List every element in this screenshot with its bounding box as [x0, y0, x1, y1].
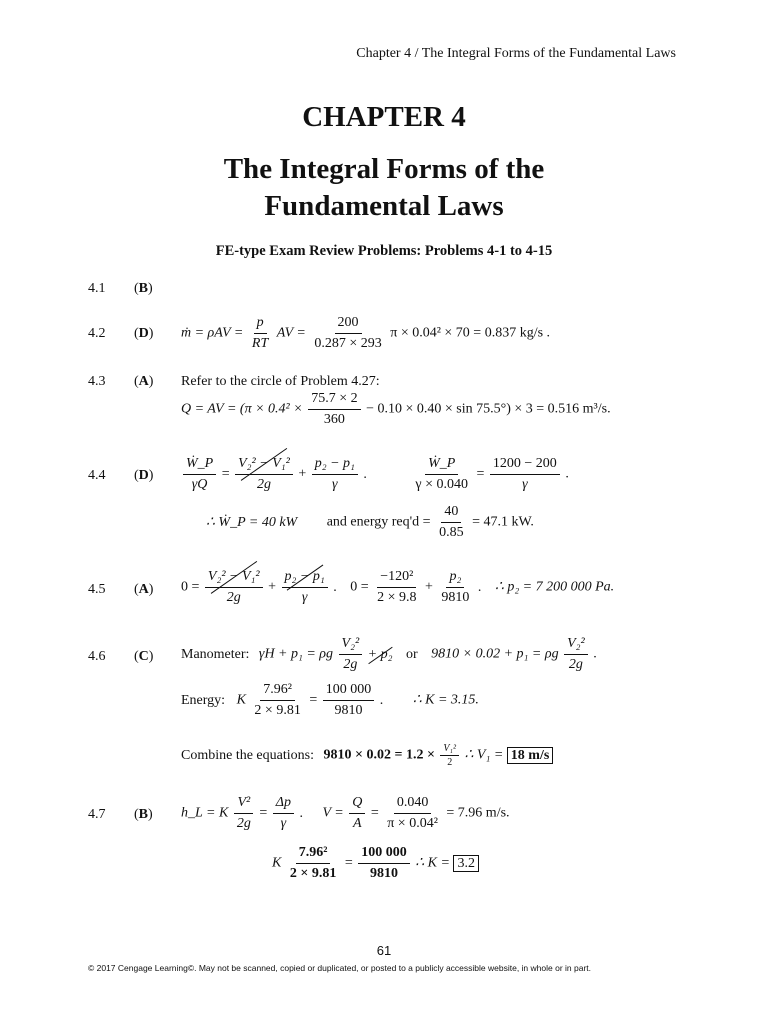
- head-loss-equation: h_L = K $\frac{\text{V²}}{2g}$ = $\frac{\Delta p}{\gamma}$ . V = $\frac{Q}{A}$ = $\frac{0.040}{\text{π × 0.04²}}$ = 7.96 m/s.: [181, 795, 510, 831]
- flow-rate-equation: Q = AV = (π × 0.4² × $\frac{75.7 \times 2}{360}$ − 0.10 × 0.40 × sin 75.5°) × 3 = 0.516 m³/s.: [181, 391, 611, 427]
- problem-number: 4.7: [88, 807, 106, 822]
- problem-number: 4.3: [88, 374, 106, 389]
- problem-answer: (B): [134, 807, 153, 822]
- k-coefficient-equation: K $\frac{\text{7.96²}}{2 \times 9.81}$ = $\frac{100 000}{9810}$ ∴ K = 3.2: [272, 844, 479, 883]
- pump-power-result: ∴ Ẇ_P = 40 kW and energy req'd = $\frac{40}{0.85}$ = 47.1 kW.: [206, 504, 534, 540]
- problem-answer: (B): [134, 281, 153, 296]
- page-number: 61: [376, 943, 392, 958]
- chapter-title: [0, 151, 768, 225]
- k-answer-box: 3.2: [453, 855, 479, 872]
- chapter-title-line-1: The Integral Forms of the: [223, 153, 545, 185]
- problem-note: Refer to the circle of Problem 4.27:: [181, 374, 380, 389]
- mass-flow-equation: ṁ = ρAV = $\frac{p}{RT}$ AV = $\frac{200}{0.287 \times 293}$ π × 0.04² × 70 = 0.837 kg/s .: [181, 315, 551, 351]
- combined-equation: Combine the equations: 9810 × 0.02 = 1.2 × $\frac{\text{V₁²}}{2}$ ∴ V₁ = 18 m/s: [181, 743, 553, 768]
- problem-answer: (D): [134, 326, 154, 341]
- problem-answer: (A): [134, 374, 154, 389]
- problem-answer: (A): [134, 582, 154, 597]
- copyright-notice: © 2017 Cengage Learning©. May not be scanned, copied or duplicated, or posted to a publicly accessible website, in whole or in part.: [88, 963, 591, 973]
- section-heading: FE-type Exam Review Problems: Problems 4-1 to 4-15: [215, 243, 553, 259]
- bernoulli-equation: 0 = $\frac{\text{V₂² − V₁²}}{2g}$ + $\frac{\text{p₂ − p₁}}{\gamma}$ . 0 = $\frac{\text{−120²}}{2 \times 9.8}$ + $\frac{\text{p₂}}{9810}$ . ∴ p₂ = 7 200 000 Pa.: [181, 569, 615, 605]
- problem-answer: (C): [134, 649, 154, 664]
- problem-number: 4.5: [88, 582, 106, 597]
- problem-number: 4.4: [88, 468, 106, 483]
- chapter-title-line-2: Fundamental Laws: [264, 190, 504, 222]
- running-header: Chapter 4 / The Integral Forms of the Fundamental Laws: [356, 46, 676, 61]
- energy-equation: Energy: K $\frac{\text{7.96²}}{2 \times 9.81}$ = $\frac{100 000}{9810}$ . ∴ K = 3.15.: [181, 682, 479, 718]
- problem-number: 4.6: [88, 649, 106, 664]
- problem-number: 4.2: [88, 326, 106, 341]
- chapter-number: CHAPTER 4: [302, 101, 466, 133]
- pump-energy-equation: $\frac{\text{Ẇ\_P}}{\gamma Q}$ = $\frac{\text{V₂² − V₁²}}{2g}$ + $\frac{\text{p₂ − p₁}}{\gamma}$ . $\frac{\text{Ẇ\_P}}{\gamma \times 0.040}$ = $\frac{1200 - 200}{\gamma}$ .: [181, 455, 569, 494]
- manometer-equation: Manometer: γH + p₁ = ρg $\frac{\text{V₂²}}{2g}$ + p₂ or 9810 × 0.02 + p₁ = ρg $\frac{\text{V₂²}}{2g}$ .: [181, 636, 597, 672]
- velocity-answer-box: 18 m/s: [507, 747, 554, 764]
- problem-answer: (D): [134, 468, 154, 483]
- problem-number: 4.1: [88, 281, 106, 296]
